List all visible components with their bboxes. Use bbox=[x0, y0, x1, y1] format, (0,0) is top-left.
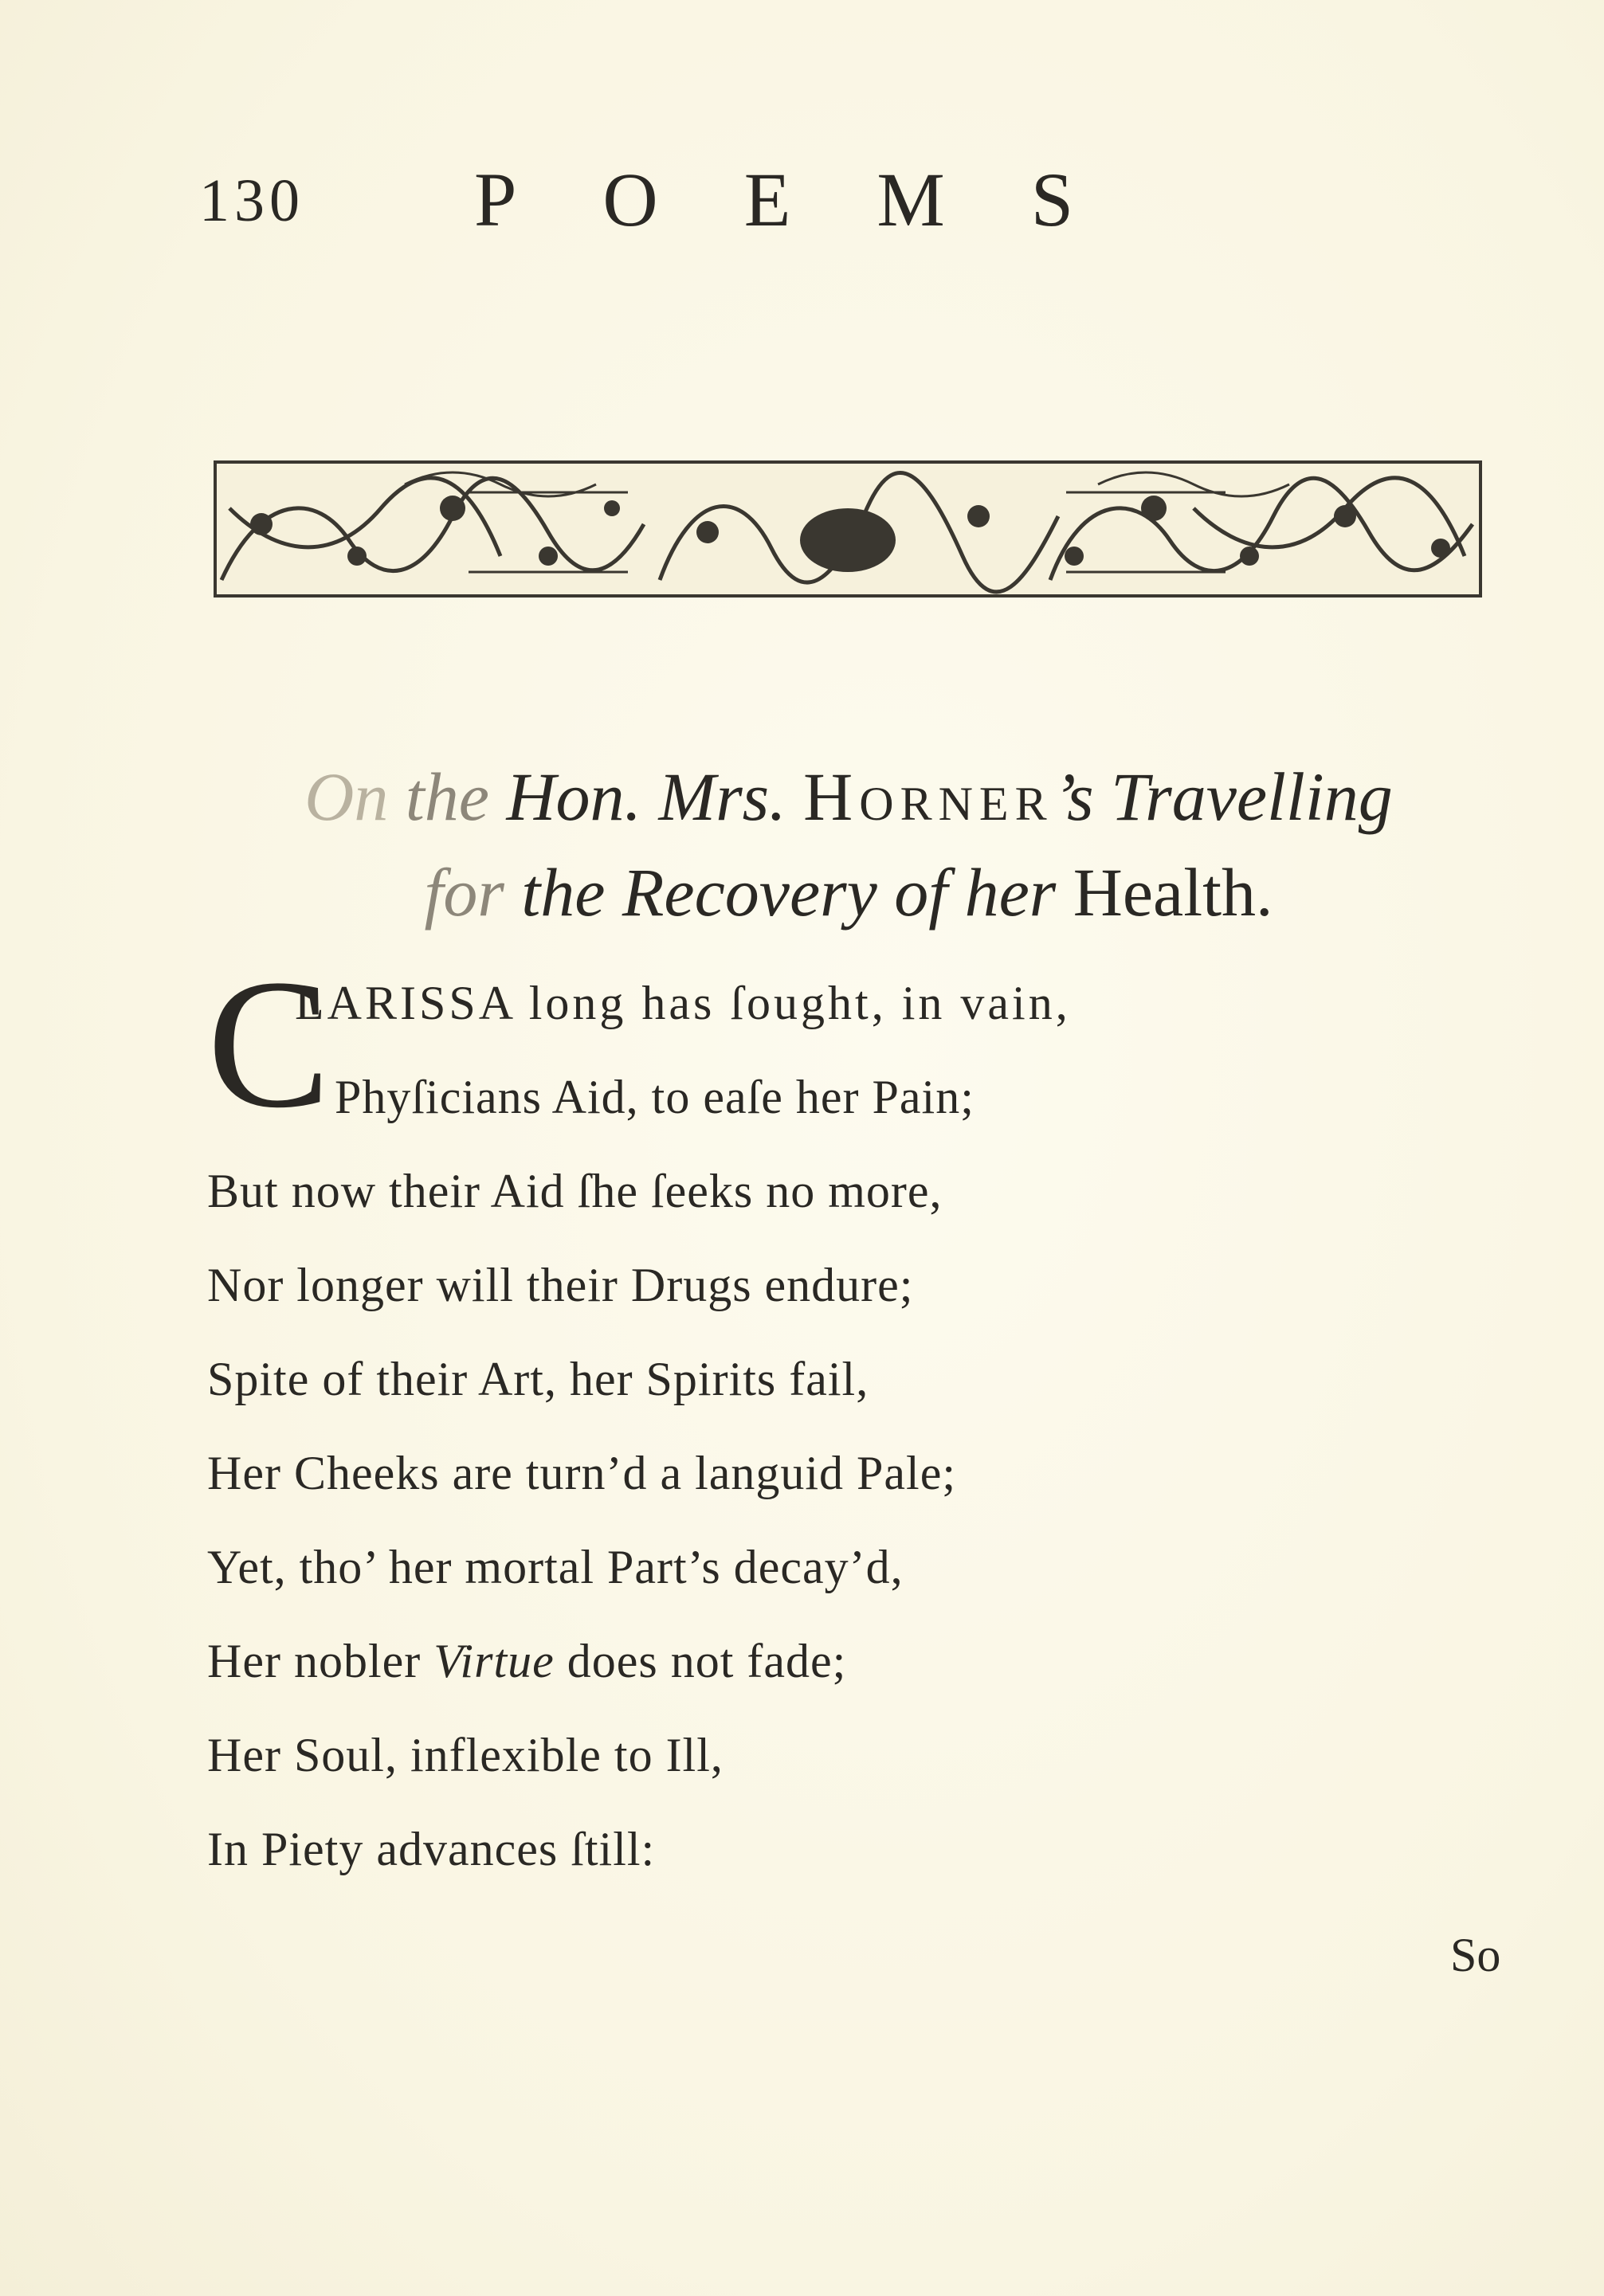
page-number: 130 bbox=[199, 167, 304, 234]
drop-cap: C bbox=[207, 942, 331, 1146]
title-word-on: On bbox=[304, 758, 389, 835]
title-possessive: ’s bbox=[1053, 758, 1094, 835]
verse-line-4: Nor longer will their Drugs endure; bbox=[207, 1259, 914, 1311]
verse-line-10: In Piety advances ſtill: bbox=[207, 1823, 656, 1875]
catchword: So bbox=[1450, 1929, 1501, 1981]
verse-line-9: Her Soul, inflexible to Ill, bbox=[207, 1729, 724, 1781]
verse-line-8-virtue: Virtue bbox=[433, 1635, 555, 1687]
title-travelling: Travelling bbox=[1111, 758, 1393, 835]
verse-line-3: But now their Aid ſhe ſeeks no more, bbox=[207, 1165, 943, 1217]
running-head bbox=[199, 155, 1235, 243]
running-title: POEMS bbox=[474, 157, 1160, 242]
verse-line-5: Spite of their Art, her Spirits fail, bbox=[207, 1353, 869, 1405]
title-word-the: the bbox=[405, 758, 489, 835]
title-recovery: the Recovery of her bbox=[521, 854, 1057, 931]
verse-line-8 bbox=[207, 1634, 846, 1689]
verse-line-8-end: does not fade; bbox=[567, 1635, 847, 1687]
verse-line-2: Phyſicians Aid, to eaſe her Pain; bbox=[335, 1071, 975, 1123]
verse-line-1: LARISSA long has ſought, in vain, bbox=[295, 977, 1071, 1029]
poem-title bbox=[199, 749, 1498, 940]
title-word-for: for bbox=[424, 854, 504, 931]
floral-headpiece-ornament-icon bbox=[214, 460, 1482, 598]
title-health: Health. bbox=[1073, 854, 1273, 931]
verse-line-6: Her Cheeks are turn’d a languid Pale; bbox=[207, 1447, 957, 1499]
title-honorific: Hon. Mrs. bbox=[506, 758, 786, 835]
verse-line-7: Yet, tho’ her mortal Part’s decay’d, bbox=[207, 1541, 904, 1593]
verse-line-8-start: Her nobler bbox=[207, 1635, 422, 1687]
title-name: Horner bbox=[803, 758, 1053, 835]
